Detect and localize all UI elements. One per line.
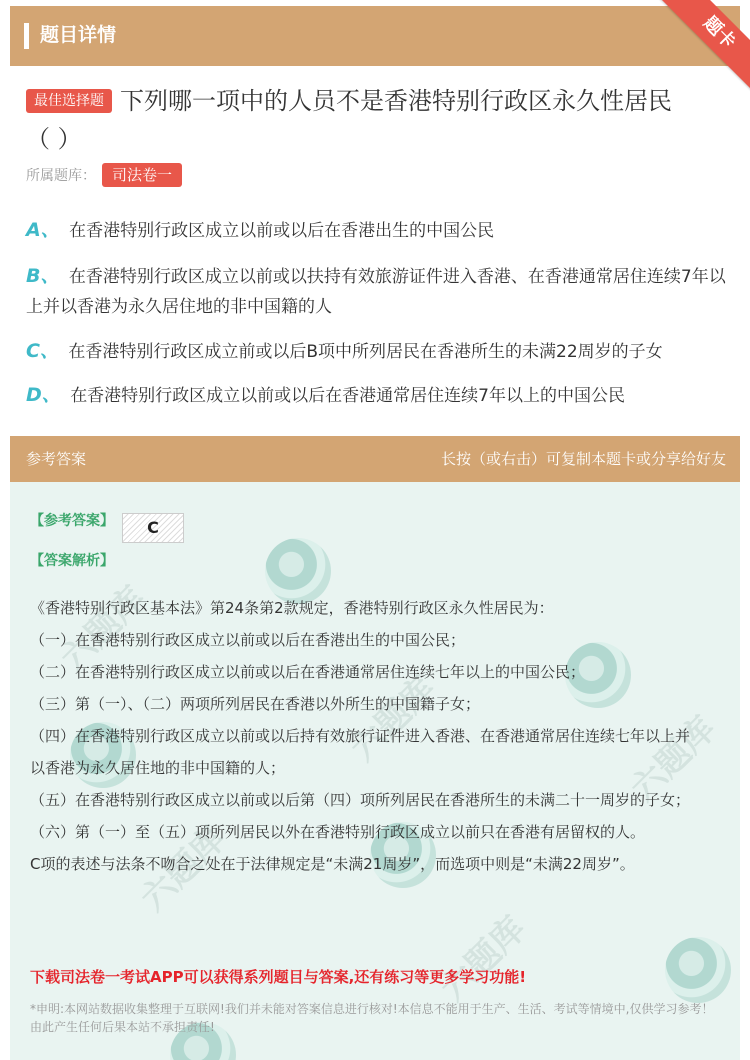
analysis-text [30, 592, 700, 880]
option-text: 在香港特别行政区成立以前或以后在香港通常居住连续7年以上的中国公民 [70, 386, 626, 406]
source-badge[interactable]: 司法卷一 [102, 163, 182, 187]
page-title: 题目详情 [40, 24, 117, 46]
option-letter: C、 [26, 340, 59, 362]
download-app-link[interactable]: 下载司法卷一考试APP可以获得系列题目与答案,还有练习等更多学习功能! [30, 968, 527, 986]
ribbon-wrap [650, 0, 750, 104]
question-card [10, 6, 740, 426]
answer-label: 【参考答案】 [30, 513, 114, 529]
analysis-line: （四）在香港特别行政区成立以前或以后持有效旅行证件进入香港、在香港通常居住连续七年以上并以香港为永久居住地的非中国籍的人； [30, 727, 691, 777]
watermark-text: 六题库 [433, 908, 534, 1010]
question-type-badge: 最佳选择题 [26, 89, 112, 113]
card-header [10, 6, 740, 66]
option-d[interactable] [26, 380, 726, 411]
option-b[interactable] [26, 261, 726, 322]
share-hint: 长按（或右击）可复制本题卡或分享给好友 [440, 450, 726, 468]
analysis-line: 《香港特别行政区基本法》第24条第2款规定，香港特别行政区永久性居民为： [30, 599, 554, 617]
option-letter: D、 [26, 384, 61, 406]
analysis-line: （三）第（一）、（二）两项所列居民在香港以外所生的中国籍子女； [30, 695, 481, 713]
question-card-ribbon: 题卡 [654, 0, 750, 98]
question-text-row [26, 84, 726, 118]
watermark-text: 六题库 [623, 708, 724, 810]
header-accent-bar [24, 23, 29, 49]
watermark-text: 六题库 [53, 578, 154, 680]
option-text: 在香港特别行政区成立前或以后B项中所列居民在香港所生的未满22周岁的子女 [68, 342, 663, 362]
answer-row [30, 510, 184, 543]
answer-header-title: 参考答案 [26, 450, 87, 468]
option-letter: A、 [26, 219, 60, 241]
disclaimer: *申明:本网站数据收集整理于互联网!我们并未能对答案信息进行核对!本信息不能用于生产、生活、考试等情境中,仅供学习参考！由此产生任何后果本站不承担责任! [30, 1002, 714, 1034]
answer-body [10, 482, 740, 1060]
option-a[interactable] [26, 215, 726, 246]
analysis-line: （五）在香港特别行政区成立以前或以后第（四）项所列居民在香港所生的未满二十一周岁的子女； [30, 791, 691, 809]
watermark-text: 六题库 [133, 818, 234, 920]
answer-header [10, 436, 740, 482]
question-text: 下列哪一项中的人员不是香港特别行政区永久性居民 [120, 87, 672, 115]
analysis-line: （六）第（一）至（五）项所列居民以外在香港特别行政区成立以前只在香港有居留权的人。 [30, 823, 646, 841]
option-letter: B、 [26, 265, 60, 287]
source-row [26, 163, 182, 189]
analysis-line: （一）在香港特别行政区成立以前或以后在香港出生的中国公民； [30, 631, 466, 649]
analysis-label: 【答案解析】 [30, 553, 114, 569]
answer-value: C [122, 513, 184, 543]
option-text: 在香港特别行政区成立以前或以后在香港出生的中国公民 [69, 221, 495, 241]
option-text: 在香港特别行政区成立以前或以扶持有效旅游证件进入香港、在香港通常居住连续7年以上并以香港为永久居住地的非中国籍的人 [26, 267, 726, 317]
analysis-line: C项的表述与法条不吻合之处在于法律规定是“未满21周岁”，而选项中则是“未满22周岁”。 [30, 855, 635, 873]
source-label: 所属题库： [26, 168, 96, 184]
analysis-line: （二）在香港特别行政区成立以前或以后在香港通常居住连续七年以上的中国公民； [30, 663, 586, 681]
option-c[interactable] [26, 336, 726, 367]
watermark-text: 六题库 [343, 668, 444, 770]
question-blank: （ ） [26, 125, 82, 153]
